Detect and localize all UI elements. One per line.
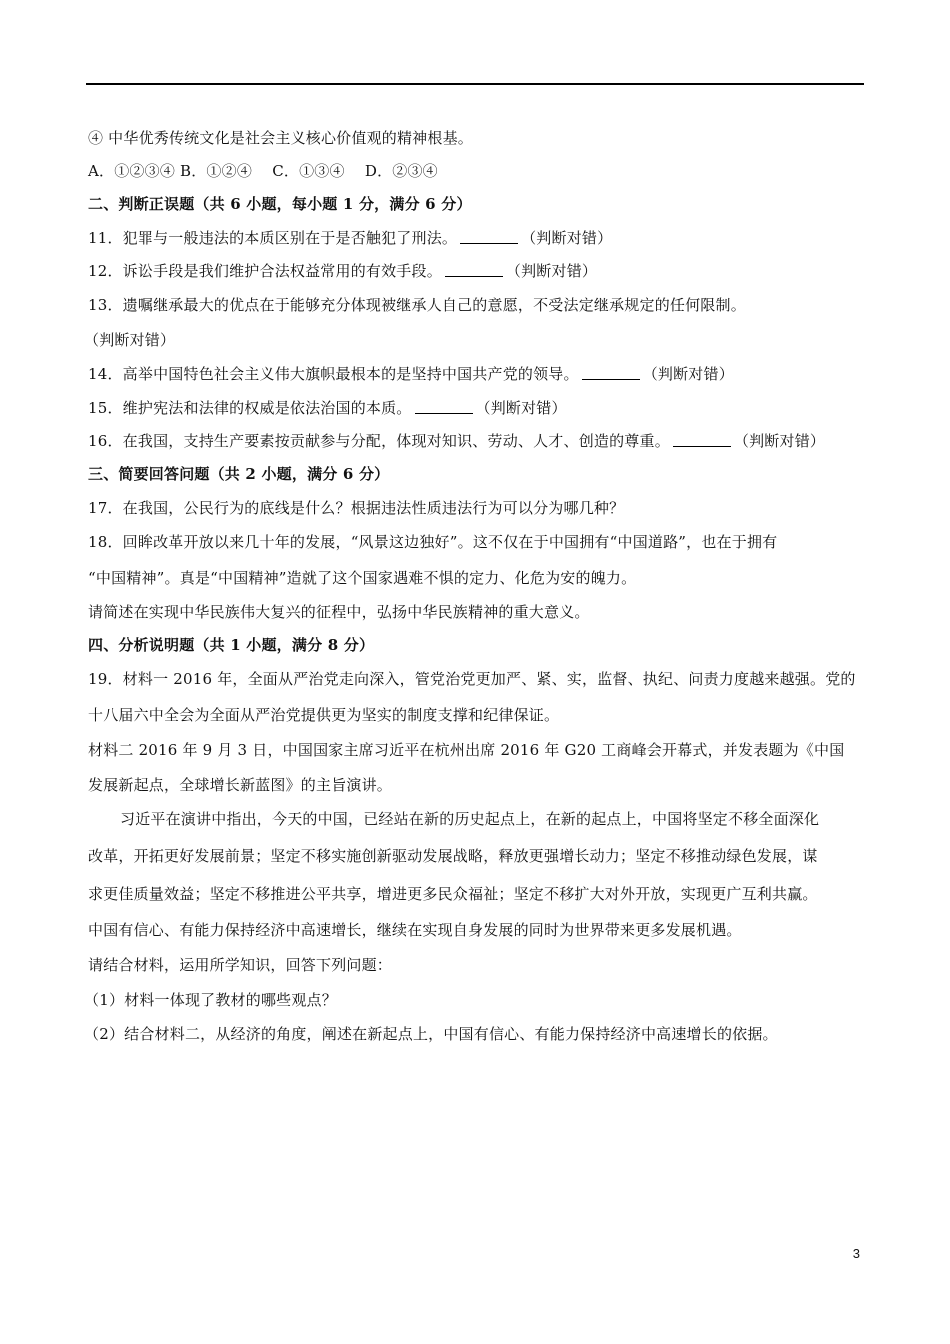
material-2-text-cont: 发展新起点，全球增长新蓝图》的主旨演讲。 — [88, 776, 393, 794]
question-17-text: 17．在我国，公民行为的底线是什么？根据违法性质违法行为可以分为哪几种？ — [88, 499, 625, 517]
judge-hint: （判断对错） — [642, 365, 734, 383]
question-11 — [88, 228, 612, 248]
speech-paragraph-line-3: 求更佳质量效益；坚定不移推进公平共享，增进更多民众福祉；坚定不移扩大对外开放，实现更广互利共赢。 — [88, 885, 818, 903]
sub-question-1: （1）材料一体现了教材的哪些观点？ — [84, 991, 337, 1009]
speech-paragraph-line-4: 中国有信心、有能力保持经济中高速增长，继续在实现自身发展的同时为世界带来更多发展机遇。 — [88, 921, 742, 939]
question-16-text: 16．在我国，支持生产要素按贡献参与分配，体现对知识、劳动、人才、创造的尊重。 — [88, 432, 670, 450]
header-rule — [86, 83, 864, 85]
answer-blank — [582, 365, 640, 380]
question-18-text-cont: “中国精神”。真是“中国精神”造就了这个国家遇难不惧的定力、化危为安的魄力。 — [88, 569, 637, 587]
judge-hint: （判断对错） — [733, 432, 826, 450]
answer-blank — [415, 399, 473, 414]
question-15 — [88, 398, 567, 418]
judge-hint: （判断对错） — [84, 331, 176, 349]
question-14 — [88, 364, 734, 384]
question-16 — [88, 431, 825, 451]
question-13-text: 13．遗嘱继承最大的优点在于能够充分体现被继承人自己的意愿，不受法定继承规定的任何限制。 — [88, 296, 746, 314]
question-14-text: 14．高举中国特色社会主义伟大旗帜最根本的是坚持中国共产党的领导。 — [88, 365, 579, 383]
judge-hint: （判断对错） — [505, 262, 598, 280]
question-18-prompt: 请简述在实现中华民族伟大复兴的征程中，弘扬中华民族精神的重大意义。 — [88, 603, 590, 621]
answer-blank — [673, 432, 731, 447]
section-heading-2: 二、判断正误题（共 6 小题，每小题 1 分，满分 6 分） — [88, 195, 472, 213]
question-11-text: 11．犯罪与一般违法的本质区别在于是否触犯了刑法。 — [88, 229, 458, 247]
page-number: 3 — [852, 1246, 860, 1261]
question-12 — [88, 261, 597, 281]
instruction-text: 请结合材料，运用所学知识，回答下列问题： — [88, 956, 393, 974]
judge-hint: （判断对错） — [521, 229, 613, 247]
option-4-text: ④ 中华优秀传统文化是社会主义核心价值观的精神根基。 — [88, 129, 473, 147]
answer-blank — [460, 229, 518, 244]
sub-question-2: （2）结合材料二，从经济的角度，阐述在新起点上，中国有信心、有能力保持经济中高速增长的依据。 — [84, 1025, 778, 1043]
judge-hint: （判断对错） — [475, 399, 567, 417]
question-15-text: 15．维护宪法和法律的权威是依法治国的本质。 — [88, 399, 412, 417]
section-heading-4: 四、分析说明题（共 1 小题，满分 8 分） — [88, 636, 375, 654]
answer-choices: A．①②③④ B．①②④ C．①③④ D．②③④ — [88, 162, 438, 180]
question-18-text: 18．回眸改革开放以来几十年的发展，“风景这边独好”。这不仅在于中国拥有“中国道路”，也在于拥有 — [88, 533, 778, 551]
answer-blank — [445, 262, 503, 277]
speech-paragraph-line-1: 习近平在演讲中指出，今天的中国，已经站在新的历史起点上，在新的起点上，中国将坚定不移全面深化 — [120, 810, 820, 828]
question-12-text: 12．诉讼手段是我们维护合法权益常用的有效手段。 — [88, 262, 442, 280]
material-1-text-cont: 十八届六中全会为全面从严治党提供更为坚实的制度支撑和纪律保证。 — [88, 706, 560, 724]
section-heading-3: 三、简要回答问题（共 2 小题，满分 6 分） — [88, 465, 390, 483]
speech-paragraph-line-2: 改革，开拓更好发展前景；坚定不移实施创新驱动发展战略，释放更强增长动力；坚定不移推动绿色发展，谋 — [88, 847, 818, 865]
material-2-text: 材料二 2016 年 9 月 3 日，中国国家主席习近平在杭州出席 2016 年 G20 工商峰会开幕式，并发表题为《中国 — [88, 741, 845, 759]
material-1-text: 19．材料一 2016 年，全面从严治党走向深入，管党治党更加严、紧、实，监督、执纪、问责力度越来越强。党的 — [88, 670, 856, 688]
